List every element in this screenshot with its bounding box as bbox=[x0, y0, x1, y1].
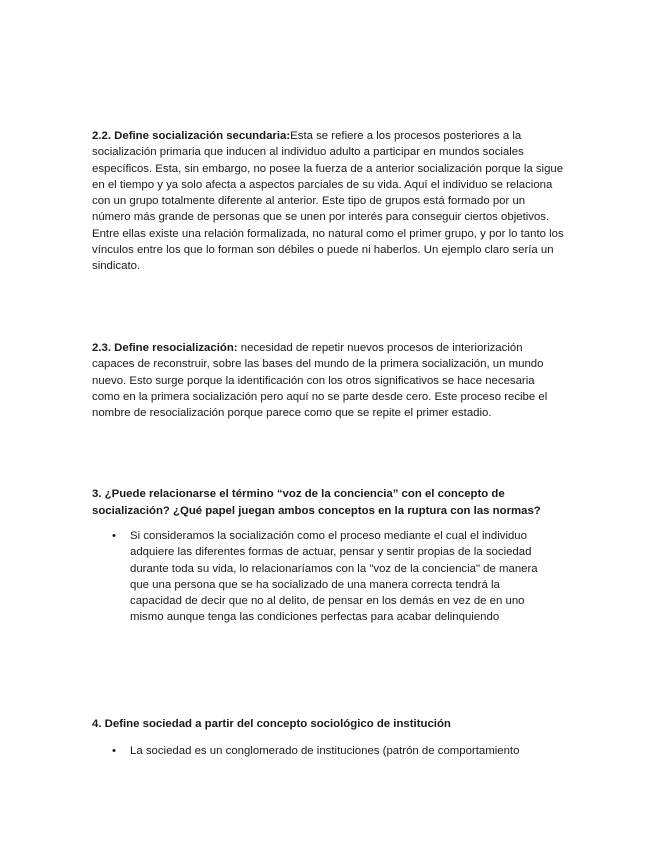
section-3-heading: 3. ¿Puede relacionarse el término “voz de la conciencia” con el concepto de socialización? ¿Qué papel juegan ambos conceptos en la ruptura con las normas? bbox=[92, 488, 541, 517]
section-2-2-paragraph bbox=[92, 128, 564, 275]
section-3-bullet-text: Si consideramos la socialización como el proceso mediante el cual el individuo adquiere las diferentes formas de actuar, pensar y sentir propias de la sociedad durante toda su vida, lo relacionaríamos con la "voz de la conciencia" de manera que una persona que se ha socializado de una manera correcta tendrá la capacidad de decir que no al delito, de pensar en los demás en vez de en uno mismo aunque tenga las condiciones perfectas para acabar delinquiendo bbox=[130, 530, 538, 624]
section-2-2-body: Esta se refiere a los procesos posteriores a la socialización primaria que inducen al individuo adulto a participar en mundos sociales específicos. Esta, sin embargo, no posee la fuerza de a anterior socialización porque la sigue en el tiempo y ya solo afecta a aspectos parciales de su vida. Aquí el individuo se relaciona con un grupo totalmente diferente al anterior. Este tipo de grupos está formado por un número más grande de personas que se unen por interés para conseguir ciertos objetivos. Entre ellas existe una relación formalizada, no natural como el primer grupo, y por lo tanto los vínculos entre los que lo forman son débiles o puede ni haberlos. Un ejemplo claro sería un sindicato. bbox=[92, 130, 564, 273]
bullet-icon: • bbox=[112, 745, 116, 757]
section-4-heading: 4. Define sociedad a partir del concepto sociológico de institución bbox=[92, 718, 451, 730]
section-2-2-title: 2.2. Define socialización secundaria: bbox=[92, 130, 291, 142]
bullet-icon: • bbox=[112, 530, 116, 542]
section-2-3-paragraph bbox=[92, 340, 564, 421]
section-4-bullet-text: La sociedad es un conglomerado de instituciones (patrón de comportamiento bbox=[130, 745, 520, 757]
section-2-3-title: 2.3. Define resocialización: bbox=[92, 342, 238, 354]
section-2-3-body: necesidad de repetir nuevos procesos de interiorización capaces de reconstruir, sobre las bases del mundo de la primera socialización, un mundo nuevo. Esto surge porque la identificación con los otros significativos se hace necesaria como en la primera socialización pero aquí no se parte desde cero. Este proceso recibe el nombre de resocialización porque parece como que se repite el primer estadio. bbox=[92, 342, 548, 420]
